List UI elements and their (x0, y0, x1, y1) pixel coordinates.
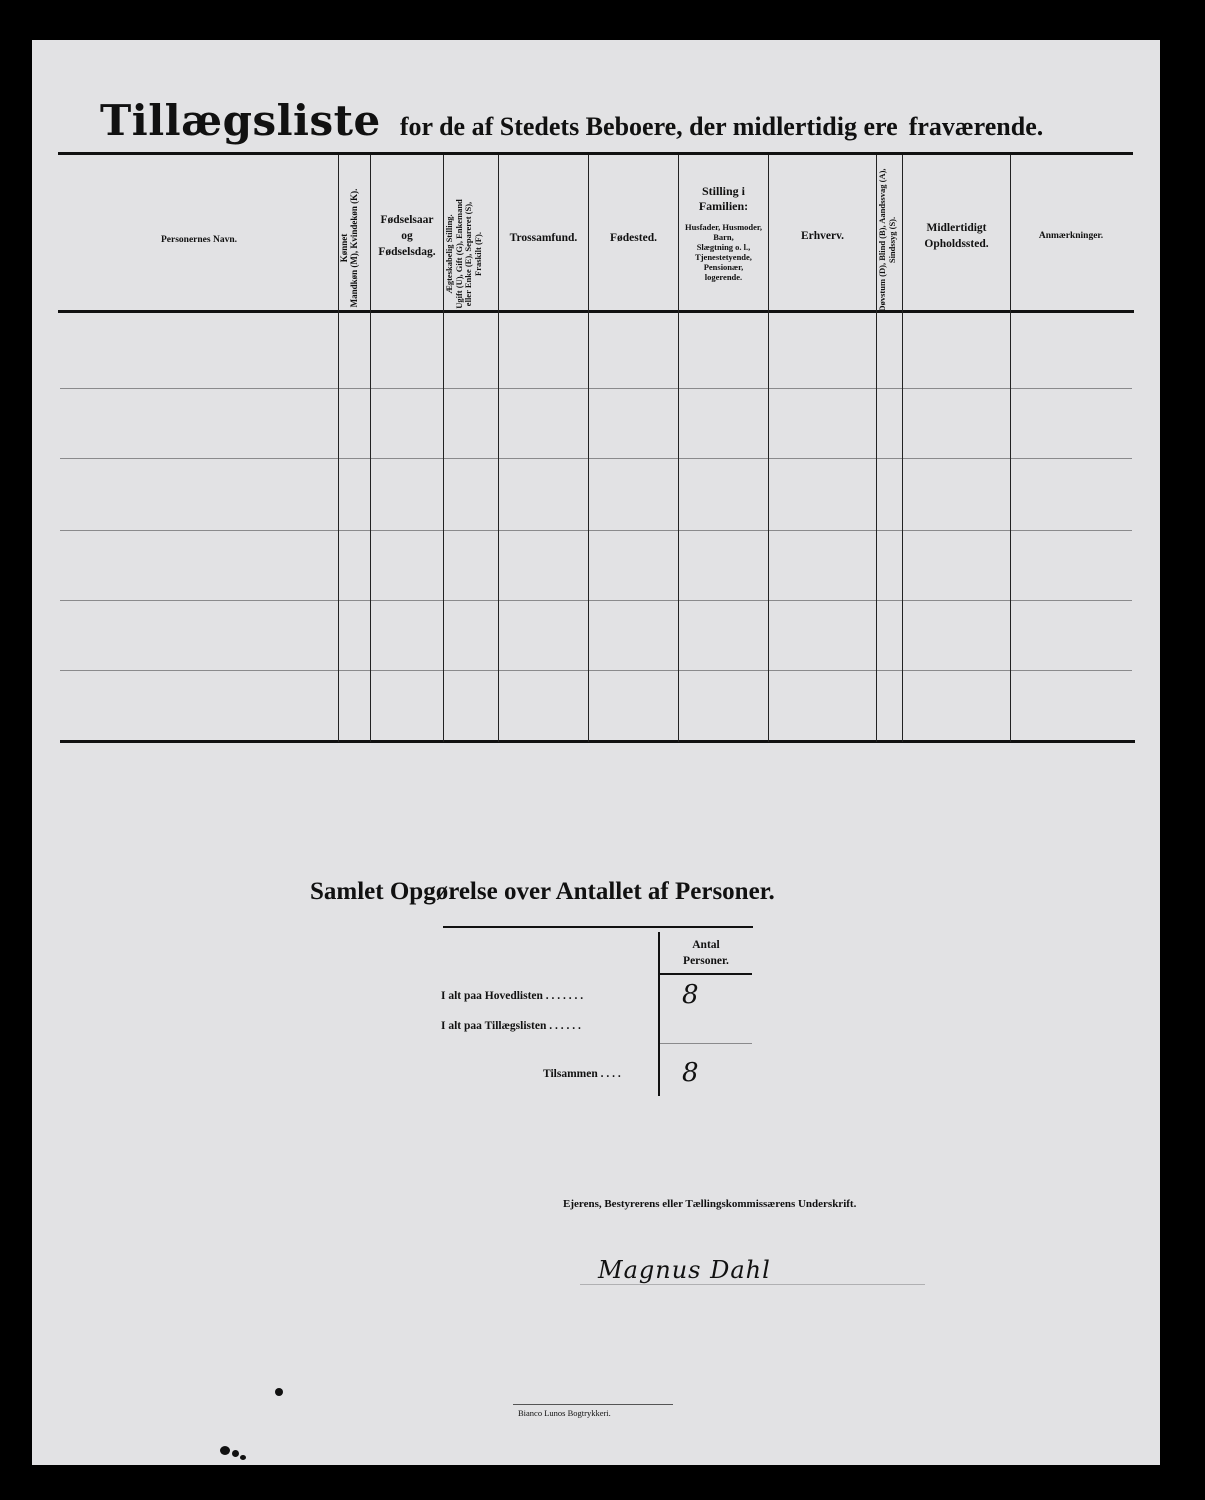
col-header-ophold: Midlertidigt Opholdssted. (924, 222, 989, 250)
form-title (100, 96, 1043, 145)
summary-value-hovedlisten: 8 (682, 980, 699, 1010)
summary-subtotal-rule (660, 1043, 752, 1044)
table-top-rule (58, 152, 1133, 155)
column-divider (768, 155, 769, 742)
col-header-dovstum: Døvstum (D), Blind (B), Aandssvag (A), Sindssyg (S). (877, 168, 897, 312)
table-row-line (60, 670, 1132, 671)
title-main: Tillægsliste (100, 96, 381, 145)
col-header-kon: Kønnet Mandkøn (M), Kvindekøn (K). (339, 188, 359, 308)
ink-blot (220, 1446, 230, 1455)
printer-imprint: Bianco Lunos Bogtrykkeri. (518, 1408, 611, 1418)
census-form-page (32, 40, 1160, 1465)
col-header-stilling-title: Stilling i Familien: (698, 184, 749, 213)
col-header-stilling-sub: Husfader, Husmoder, Barn, Slægtning o. l., Tjenestetyende, Pensionær, logerende. (684, 222, 763, 282)
signature-caption: Ejerens, Bestyrerens eller Tællingskommissærens Underskrift. (563, 1198, 857, 1210)
table-bottom-rule (60, 740, 1135, 743)
ink-blot (232, 1450, 239, 1457)
summary-title: Samlet Opgørelse over Antallet af Personer. (310, 878, 775, 905)
table-header-rule (58, 310, 1134, 313)
summary-label-tilsammen: Tilsammen . . . . (543, 1068, 621, 1080)
title-emph: fraværende. (908, 112, 1044, 141)
column-divider (1010, 155, 1011, 742)
handwritten-signature: Magnus Dahl (598, 1256, 771, 1284)
table-row-line (60, 388, 1132, 389)
table-row-line (60, 458, 1132, 459)
col-header-fodselsaar: Fødselsaar og Fødselsdag. (378, 214, 436, 258)
summary-value-tilsammen: 8 (682, 1058, 699, 1088)
col-header-aegteskab: Ægteskabelig Stilling. Ugift (U), Gift (G), Enkemand eller Enke (E), Separeret (S), Fraskilt (F). (444, 199, 483, 309)
title-rest: for de af Stedets Beboere, der midlertidig ere (399, 112, 898, 141)
summary-label-tillaegslisten: I alt paa Tillægslisten . . . . . . (441, 1020, 581, 1032)
col-header-trossamfund: Trossamfund. (509, 232, 578, 244)
ink-blot (275, 1388, 283, 1396)
table-row-line (60, 600, 1132, 601)
col-header-fodested: Fødested. (610, 232, 657, 244)
col-header-erhverv: Erhverv. (800, 230, 845, 242)
col-header-anmaerkninger: Anmærkninger. (1038, 231, 1104, 241)
summary-col-header: Antal Personer. (683, 939, 729, 967)
signature-line (580, 1284, 925, 1285)
summary-label-hovedlisten: I alt paa Hovedlisten . . . . . . . (441, 990, 584, 1002)
table-row-line (60, 530, 1132, 531)
summary-header-rule (660, 973, 752, 975)
col-header-navn: Personernes Navn. (161, 235, 237, 245)
ink-blot (240, 1455, 246, 1460)
summary-top-rule (443, 926, 753, 928)
printer-rule (513, 1404, 673, 1405)
